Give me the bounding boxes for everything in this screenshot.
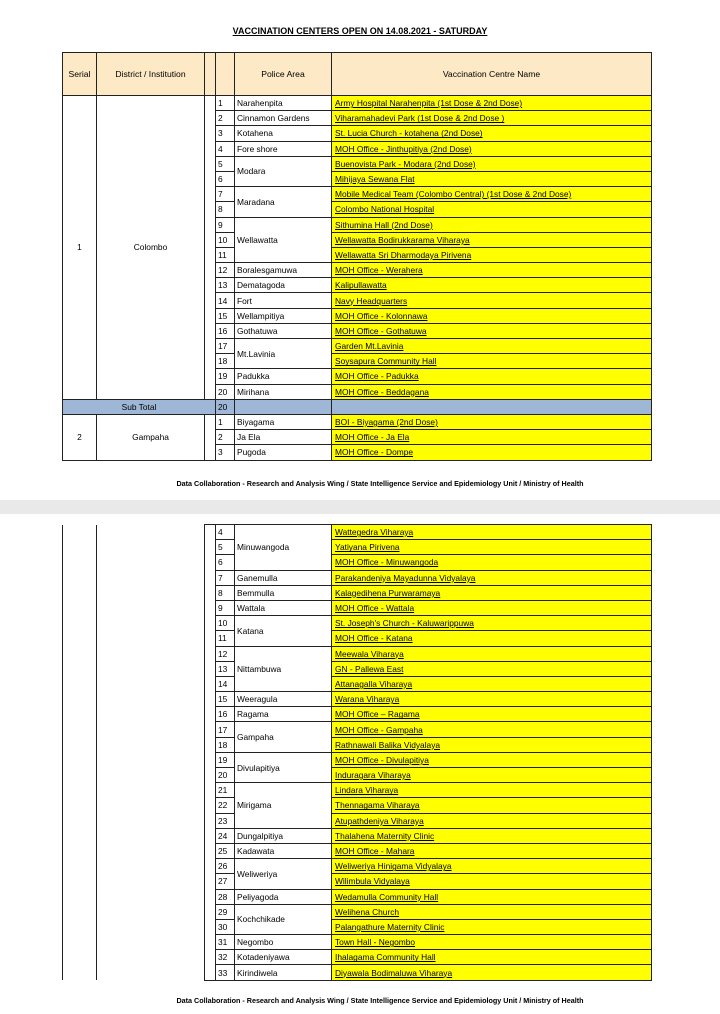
centre-name-cell: MOH Office – Ragama xyxy=(332,707,652,722)
police-area-cell: Kochchikade xyxy=(235,904,332,934)
centre-name-cell: MOH Office - Divulapitiya xyxy=(332,752,652,767)
police-area-cell: Gothatuwa xyxy=(235,323,332,338)
row-number: 6 xyxy=(216,555,235,570)
vaccination-table-page-2 xyxy=(62,524,652,981)
row-number: 31 xyxy=(216,935,235,950)
row-number: 20 xyxy=(216,768,235,783)
row-number: 7 xyxy=(216,570,235,585)
spacer-cell xyxy=(205,414,216,460)
page-footer: Data Collaboration - Research and Analysis Wing / State Intelligence Service and Epidemiology Unit / Ministry of Health xyxy=(176,996,584,1005)
spacer-cell xyxy=(205,96,216,400)
row-number: 8 xyxy=(216,585,235,600)
row-number: 14 xyxy=(216,676,235,691)
centre-name-cell: St. Joseph's Church - Kaluwarippuwa xyxy=(332,616,652,631)
centre-name-cell: MOH Office - Katana xyxy=(332,631,652,646)
serial-cell xyxy=(63,525,97,981)
row-number: 4 xyxy=(216,525,235,540)
centre-name-cell: Mihijaya Sewana Flat xyxy=(332,171,652,186)
serial-cell: 1 xyxy=(63,96,97,400)
centre-name-cell: MOH Office - Jinthupitiya (2nd Dose) xyxy=(332,141,652,156)
centre-name-cell: Palangathure Maternity Clinic xyxy=(332,919,652,934)
centre-name-cell: Sithumina Hall (2nd Dose) xyxy=(332,217,652,232)
police-area-cell: Wellawatta xyxy=(235,217,332,263)
centre-name-cell: Wedamulla Community Hall xyxy=(332,889,652,904)
police-area-cell: Padukka xyxy=(235,369,332,384)
police-area-cell: Minuwangoda xyxy=(235,525,332,571)
police-area-cell: Ja Ela xyxy=(235,430,332,445)
serial-cell: 2 xyxy=(63,414,97,460)
police-area-cell: Ragama xyxy=(235,707,332,722)
police-area-cell: Mirigama xyxy=(235,783,332,829)
centre-name-cell: Wilimbula Vidyalaya xyxy=(332,874,652,889)
district-cell: Gampaha xyxy=(97,414,205,460)
police-area-cell: Dematagoda xyxy=(235,278,332,293)
police-area-cell: Fore shore xyxy=(235,141,332,156)
centre-name-cell: BOI - Biyagama (2nd Dose) xyxy=(332,414,652,429)
header-district: District / Institution xyxy=(97,53,205,96)
row-number: 9 xyxy=(216,600,235,615)
header-number xyxy=(216,53,235,96)
centre-name-cell: Parakandeniya Mayadunna Vidyalaya xyxy=(332,570,652,585)
centre-name-cell: Viharamahadevi Park (1st Dose & 2nd Dose ) xyxy=(332,111,652,126)
district-cell: Colombo xyxy=(97,96,205,400)
centre-name-cell: Ihalagama Community Hall xyxy=(332,950,652,965)
row-number: 9 xyxy=(216,217,235,232)
centre-name-cell: MOH Office - Gampaha xyxy=(332,722,652,737)
document-page-2 xyxy=(0,514,720,1014)
row-number: 8 xyxy=(216,202,235,217)
centre-name-cell: Town Hall - Negombo xyxy=(332,935,652,950)
police-area-cell: Wattala xyxy=(235,600,332,615)
centre-name-cell: Atupathdeniya Viharaya xyxy=(332,813,652,828)
centre-name-cell: Diyawala Bodimaluwa Viharaya xyxy=(332,965,652,980)
row-number: 19 xyxy=(216,369,235,384)
row-number: 24 xyxy=(216,828,235,843)
centre-name-cell: MOH Office - Dompe xyxy=(332,445,652,460)
row-number: 19 xyxy=(216,752,235,767)
row-number: 21 xyxy=(216,783,235,798)
centre-name-cell: Kalipullawatta xyxy=(332,278,652,293)
row-number: 15 xyxy=(216,308,235,323)
centre-name-cell: Wellawatta Bodirukkarama Viharaya xyxy=(332,232,652,247)
row-number: 25 xyxy=(216,843,235,858)
centre-name-cell: MOH Office - Werahera xyxy=(332,263,652,278)
police-area-cell: Pugoda xyxy=(235,445,332,460)
row-number: 3 xyxy=(216,126,235,141)
subtotal-spacer xyxy=(332,399,652,414)
row-number: 23 xyxy=(216,813,235,828)
police-area-cell: Ganemulla xyxy=(235,570,332,585)
row-number: 13 xyxy=(216,278,235,293)
row-number: 12 xyxy=(216,263,235,278)
row-number: 10 xyxy=(216,232,235,247)
row-number: 14 xyxy=(216,293,235,308)
row-number: 4 xyxy=(216,141,235,156)
header-centre-name: Vaccination Centre Name xyxy=(332,53,652,96)
police-area-cell: Kotahena xyxy=(235,126,332,141)
police-area-cell: Kirindiwela xyxy=(235,965,332,980)
subtotal-row xyxy=(63,399,652,414)
row-number: 22 xyxy=(216,798,235,813)
centre-name-cell: Attanagalla Viharaya xyxy=(332,676,652,691)
police-area-cell: Mt.Lavinia xyxy=(235,339,332,369)
table-row xyxy=(63,414,652,429)
police-area-cell: Cinnamon Gardens xyxy=(235,111,332,126)
police-area-cell: Fort xyxy=(235,293,332,308)
header-spacer xyxy=(205,53,216,96)
row-number: 11 xyxy=(216,247,235,262)
row-number: 7 xyxy=(216,187,235,202)
subtotal-label: Sub Total xyxy=(63,399,216,414)
row-number: 2 xyxy=(216,111,235,126)
police-area-cell: Mirihana xyxy=(235,384,332,399)
centre-name-cell: Wellawatta Sri Dharmodaya Pirivena xyxy=(332,247,652,262)
centre-name-cell: Thalahena Maternity Clinic xyxy=(332,828,652,843)
centre-name-cell: MOH Office - Padukka xyxy=(332,369,652,384)
row-number: 2 xyxy=(216,430,235,445)
centre-name-cell: MOH Office - Minuwangoda xyxy=(332,555,652,570)
centre-name-cell: Yatiyana Pirivena xyxy=(332,540,652,555)
district-cell xyxy=(97,525,205,981)
page-title: VACCINATION CENTERS OPEN ON 14.08.2021 - SATURDAY xyxy=(232,26,488,36)
subtotal-spacer xyxy=(235,399,332,414)
row-number: 18 xyxy=(216,354,235,369)
row-number: 32 xyxy=(216,950,235,965)
subtotal-value: 20 xyxy=(216,399,235,414)
centre-name-cell: GN - Pallewa East xyxy=(332,661,652,676)
centre-name-cell: Rathnawali Balika Vidyalaya xyxy=(332,737,652,752)
centre-name-cell: MOH Office - Gothatuwa xyxy=(332,323,652,338)
header-serial: Serial xyxy=(63,53,97,96)
police-area-cell: Katana xyxy=(235,616,332,646)
centre-name-cell: St. Lucia Church - kotahena (2nd Dose) xyxy=(332,126,652,141)
row-number: 18 xyxy=(216,737,235,752)
police-area-cell: Kotadeniyawa xyxy=(235,950,332,965)
police-area-cell: Narahenpita xyxy=(235,96,332,111)
police-area-cell: Gampaha xyxy=(235,722,332,752)
police-area-cell: Wellampitiya xyxy=(235,308,332,323)
row-number: 5 xyxy=(216,156,235,171)
centre-name-cell: Induragara Viharaya xyxy=(332,768,652,783)
police-area-cell: Boralesgamuwa xyxy=(235,263,332,278)
row-number: 33 xyxy=(216,965,235,980)
centre-name-cell: MOH Office - Beddagana xyxy=(332,384,652,399)
row-number: 20 xyxy=(216,384,235,399)
row-number: 13 xyxy=(216,661,235,676)
row-number: 28 xyxy=(216,889,235,904)
row-number: 26 xyxy=(216,859,235,874)
centre-name-cell: Buenovista Park - Modara (2nd Dose) xyxy=(332,156,652,171)
row-number: 1 xyxy=(216,414,235,429)
page-footer: Data Collaboration - Research and Analysis Wing / State Intelligence Service and Epidemiology Unit / Ministry of Health xyxy=(176,479,584,488)
row-number: 15 xyxy=(216,692,235,707)
police-area-cell: Biyagama xyxy=(235,414,332,429)
row-number: 16 xyxy=(216,707,235,722)
row-number: 11 xyxy=(216,631,235,646)
police-area-cell: Nittambuwa xyxy=(235,646,332,692)
centre-name-cell: Navy Headquarters xyxy=(332,293,652,308)
row-number: 3 xyxy=(216,445,235,460)
centre-name-cell: Kalagedihena Purwaramaya xyxy=(332,585,652,600)
row-number: 29 xyxy=(216,904,235,919)
row-number: 6 xyxy=(216,171,235,186)
row-number: 17 xyxy=(216,339,235,354)
police-area-cell: Negombo xyxy=(235,935,332,950)
police-area-cell: Kadawata xyxy=(235,843,332,858)
spacer-cell xyxy=(205,525,216,981)
row-number: 17 xyxy=(216,722,235,737)
document-page-1 xyxy=(0,0,720,500)
centre-name-cell: Meewala Viharaya xyxy=(332,646,652,661)
centre-name-cell: Lindara Viharaya xyxy=(332,783,652,798)
row-number: 27 xyxy=(216,874,235,889)
centre-name-cell: MOH Office - Ja Ela xyxy=(332,430,652,445)
police-area-cell: Peliyagoda xyxy=(235,889,332,904)
police-area-cell: Maradana xyxy=(235,187,332,217)
police-area-cell: Bemmulla xyxy=(235,585,332,600)
police-area-cell: Weeragula xyxy=(235,692,332,707)
table-header-row xyxy=(63,53,652,96)
centre-name-cell: Army Hospital Narahenpita (1st Dose & 2nd Dose) xyxy=(332,96,652,111)
centre-name-cell: Soysapura Community Hall xyxy=(332,354,652,369)
police-area-cell: Modara xyxy=(235,156,332,186)
table-row xyxy=(63,96,652,111)
centre-name-cell: Welihena Church xyxy=(332,904,652,919)
centre-name-cell: MOH Office - Mahara xyxy=(332,843,652,858)
page-separator xyxy=(0,500,720,514)
table-row xyxy=(63,525,652,540)
police-area-cell: Weliweriya xyxy=(235,859,332,889)
header-police-area: Police Area xyxy=(235,53,332,96)
row-number: 5 xyxy=(216,540,235,555)
centre-name-cell: MOH Office - Kolonnawa xyxy=(332,308,652,323)
row-number: 16 xyxy=(216,323,235,338)
police-area-cell: Dungalpitiya xyxy=(235,828,332,843)
centre-name-cell: Weliweriya Hinigama Vidyalaya xyxy=(332,859,652,874)
centre-name-cell: Warana Viharaya xyxy=(332,692,652,707)
row-number: 1 xyxy=(216,96,235,111)
centre-name-cell: Colombo National Hospital xyxy=(332,202,652,217)
centre-name-cell: MOH Office - Wattala xyxy=(332,600,652,615)
centre-name-cell: Garden Mt.Lavinia xyxy=(332,339,652,354)
centre-name-cell: Mobile Medical Team (Colombo Central) (1st Dose & 2nd Dose) xyxy=(332,187,652,202)
row-number: 30 xyxy=(216,919,235,934)
row-number: 12 xyxy=(216,646,235,661)
vaccination-table-page-1 xyxy=(62,52,652,461)
centre-name-cell: Thennagama Viharaya xyxy=(332,798,652,813)
row-number: 10 xyxy=(216,616,235,631)
centre-name-cell: Wattegedra Viharaya xyxy=(332,525,652,540)
police-area-cell: Divulapitiya xyxy=(235,752,332,782)
